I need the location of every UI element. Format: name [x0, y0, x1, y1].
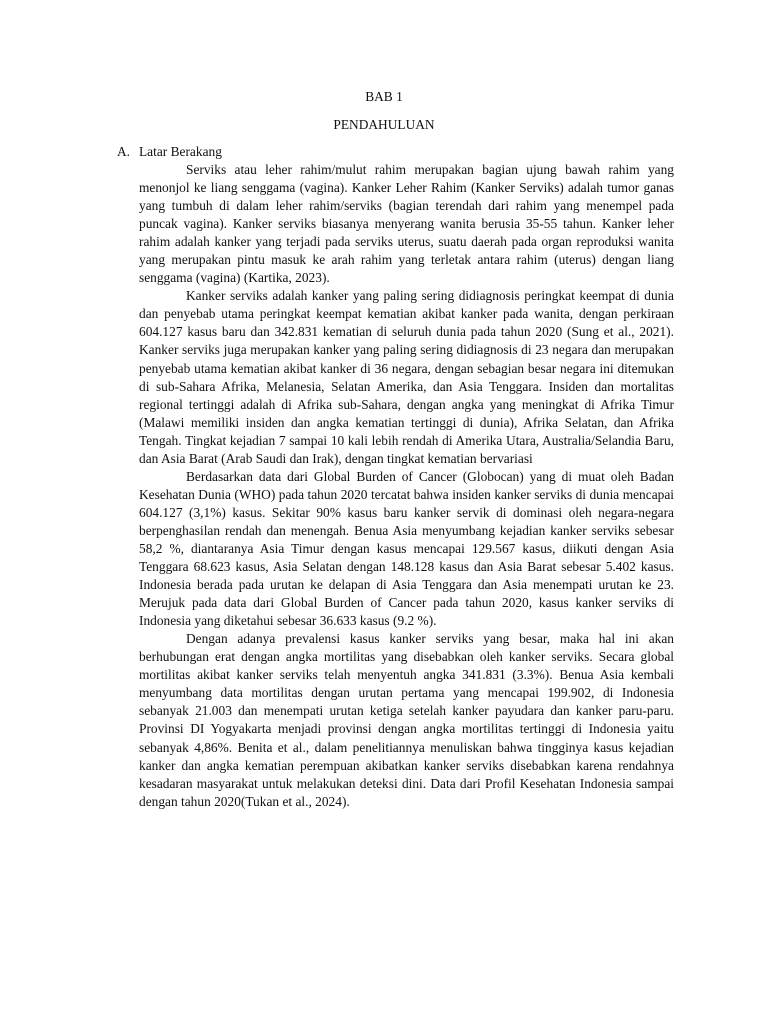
- chapter-title: PENDAHULUAN: [333, 117, 435, 132]
- body-text: [139, 161, 674, 811]
- paragraph: Berdasarkan data dari Global Burden of Cancer (Globocan) yang di muat oleh Badan Kesehatan Dunia (WHO) pada tahun 2020 tercatat bahwa insiden kanker serviks di dunia mencapai 604.127 (3,1%) kasus. Sekitar 90% kasus baru kanker servik di dominasi oleh negara-negara berpenghasilan rendah dan menengah. Benua Asia menyumbang kejadian kanker serviks sebesar 58,2 %, diantaranya Asia Timur dengan kasus mencapai 129.567 kasus, diikuti dengan Asia Tenggara 68.623 kasus, Asia Selatan dengan 148.128 kasus dan Asia Barat sebesar 5.402 kasus. Indonesia berada pada urutan ke delapan di Asia Tenggara dan Asia menempati urutan ke 23. Merujuk pada data dari Global Burden of Cancer pada tahun 2020, kasus kanker serviks di Indonesia yang diketahui sebesar 36.633 kasus (9.2 %).: [139, 468, 674, 629]
- section-title: Latar Berakang: [139, 144, 222, 159]
- section-heading: [117, 143, 637, 161]
- section-marker: A.: [117, 144, 131, 159]
- paragraph: Dengan adanya prevalensi kasus kanker serviks yang besar, maka hal ini akan berhubungan erat dengan angka mortilitas yang disebabkan oleh kanker serviks. Secara global mortilitas akibat kanker serviks telah menyentuh angka 341.831 (3.3%). Benua Asia kembali menyumbang data mortilitas dengan urutan pertama yang mencapai 199.902, di Indonesia sebanyak 21.003 dan menempati urutan ketiga setelah kanker payudara dan kanker paru-paru. Provinsi DI Yogyakarta menjadi provinsi dengan angka mortilitas tertinggi di Indonesia yaitu sebanyak 4,86%. Benita et al., dalam penelitiannya menuliskan bahwa tingginya kasus kejadian kanker dan angka kematian perempuan akibatkan kanker serviks disebabkan karena rendahnya kesadaran masyarakat untuk melakukan deteksi dini. Data dari Profil Kesehatan Indonesia sampai dengan tahun 2020(Tukan et al., 2024).: [139, 631, 674, 809]
- chapter-number: BAB 1: [365, 89, 403, 104]
- paragraph: Serviks atau leher rahim/mulut rahim merupakan bagian ujung bawah rahim yang menonjol ke liang senggama (vagina). Kanker Leher Rahim (Kanker Serviks) adalah tumor ganas yang tumbuh di dalam leher rahim/serviks (bagian terendah dari rahim yang menempel pada puncak vagina). Kanker serviks biasanya menyerang wanita berusia 35-55 tahun. Kanker leher rahim adalah kanker yang terjadi pada serviks uterus, suatu daerah pada organ reproduksi wanita yang merupakan pintu masuk ke arah rahim yang terletak antara rahim (uterus) dengan liang senggama (vagina) (Kartika, 2023).: [139, 162, 674, 286]
- paragraph: Kanker serviks adalah kanker yang paling sering didiagnosis peringkat keempat di dunia dan penyebab utama peringkat keempat kematian akibat kanker pada wanita, dengan perkiraan 604.127 kasus baru dan 342.831 kematian di seluruh dunia pada tahun 2020 (Sung et al., 2021). Kanker serviks juga merupakan kanker yang paling sering didiagnosis di 23 negara dan merupakan penyebab utama kematian akibat kanker di 36 negara, dengan sebagian besar negara ini ditemukan di sub-Sahara Afrika, Melanesia, Selatan Amerika, dan Asia Tenggara. Insiden dan mortalitas regional tertinggi adalah di Afrika sub-Sahara, dengan angka yang meningkat di Afrika Timur (Malawi memiliki insiden dan angka kematian tertinggi di dunia), Afrika Selatan, dan Afrika Tengah. Tingkat kejadian 7 sampai 10 kali lebih rendah di Amerika Utara, Australia/Selandia Baru, dan Asia Barat (Arab Saudi dan Irak), dengan tingkat kematian bervariasi: [139, 288, 674, 466]
